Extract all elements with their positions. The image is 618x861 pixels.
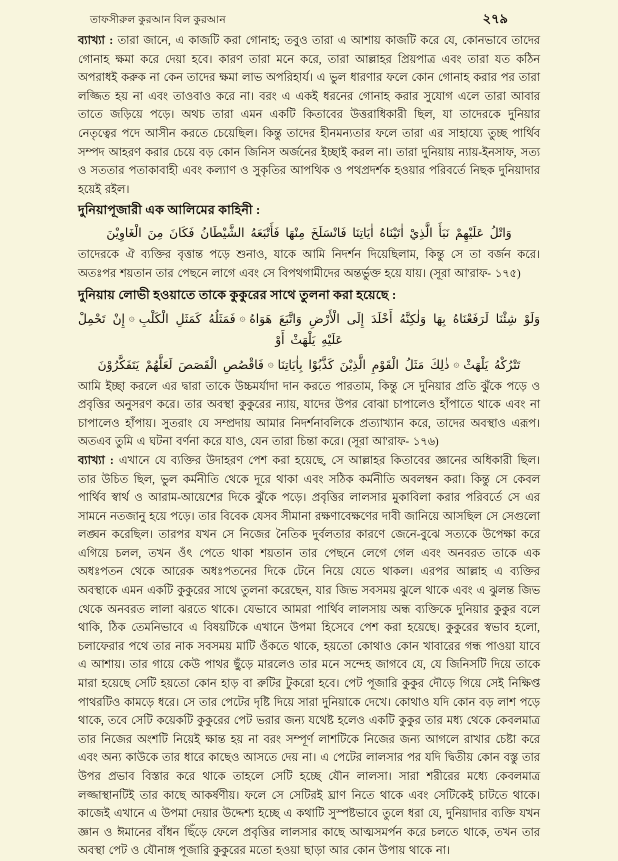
verse-sep-icon: ۞ <box>453 358 460 370</box>
quran-verse-2-line-2 <box>78 354 540 376</box>
verse-2-segment-c: إِنْ تَحْمِلْ عَلَيْهِ يَلْهَثْ أَوْ <box>78 311 343 347</box>
verse-2-reference: (সূরা আ'রাফ- ১৭৬) <box>347 436 439 449</box>
section-heading-1: দুনিয়াপূজারী এক আলিমের কাহিনী : <box>78 203 261 218</box>
quran-verse-2-line-1 <box>78 308 540 351</box>
explanation-label-1: ব্যাখ্যা : <box>78 35 114 47</box>
verse-2-segment-e: ذٰلِكَ مَثَلُ الْقَوْمِ الَّذِيْنَ كَذَّبُوْا بِاٰيَاتِنَا <box>277 357 450 372</box>
verse-2-segment-b: فَمَثَلُهُ كَمَثَلِ الْكَلْبِ <box>138 311 236 326</box>
explanation-text-1: তারা জানে, এ কাজটি করা গোনাহ; তবুও তারা এ আশায় কাজটি করে যে, কোনভাবে তাদের গোনাহ ক্ষমা করে দেয়া হবে। কারণ তারা মনে করে, তারা আল্লাহর প্রিয়পাত্র এবং তারা যত কঠিন অপরাধই করুক না কেন তাদের ক্ষমা লাভ অপরিহার্য। এ ভুল ধারণার ফলে কোন গোনাহ করার পর তারা লজ্জিত হয় না এবং তাওবাও করে না। বরং এ একই ধরনের গোনাহ করার সুযোগ এলে তারা আবার তাতে জড়িয়ে পড়ে। অথচ তারা এমন একটি কিতাবের উত্তরাধিকারী ছিল, যা তাদেরকে দুনিয়ার নেতৃত্বের পদে আসীন করতে চেয়েছিল। কিন্তু তাদের হীনমন্যতার ফলে তারা এর সাহায্যে তুচ্ছ পার্থিব সম্পদ আহরণ করার চেয়ে বড় কোন জিনিস অর্জনের ইচ্ছাই করল না। তারা দুনিয়ায় ন্যায়-ইনসাফ, সত্য ও সততার পতাকাবাহী এবং কল্যাণ ও সুকৃতির আপথিক ও পথপ্রদর্শক হওয়ার পরিবর্তে নিছক দুনিয়াদার হয়েই রইল। <box>78 35 540 196</box>
explanation-label-2: ব্যাখ্যা : <box>78 454 114 467</box>
explanation-paragraph-1 <box>78 32 540 199</box>
verse-2-segment-d: تَتْرُكْهُ يَلْهَثْ <box>463 357 521 372</box>
verse-2-translation: আমি ইচ্ছা করলে এর দ্বারা তাকে উচ্চমর্যাদা দান করতে পারতাম, কিন্তু সে দুনিয়ার প্রতি ঝুঁকে পড়ে ও প্রবৃত্তির অনুসরণ করে। তার অবস্থা কুকুরের ন্যায়, যাদের উপর বোঝা চাপালেও হাঁপাতে থাকে এবং না চাপালেও হাঁপায়। সুতরাং যে সম্প্রদায় আমার নিদর্শনাবলিকে প্রত্যাখ্যান করে, তাদের অবস্থাও এরূপ। অতএব তুমি এ ঘটনা বর্ণনা করে যাও, যেন তারা চিন্তা করে। <box>78 380 540 449</box>
verse-2-segment-a: وَلَوْ شِئْنَا لَرَفَعْنَاهُ بِهَا وَلٰكِنَّهُ أَخْلَدَ إِلَى الْأَرْضِ وَاتَّبَعَ هَوَاهُ <box>249 311 540 326</box>
verse-2-translation-paragraph <box>78 378 540 452</box>
verse-1-translation: তাদেরকে ঐ ব্যক্তির বৃত্তান্ত পড়ে শুনাও, যাকে আমি নিদর্শন দিয়েছিলাম, কিন্তু সে তা বর্জন করে। অতঃপর শয়তান তার পেছনে লাগে এবং সে বিপথগামীদের অন্তর্ভুক্ত হয়ে যায়। <box>78 249 540 280</box>
running-head <box>78 10 540 30</box>
verse-sep-icon: ۞ <box>267 358 274 370</box>
running-head-title: তাফসীরুল কুরআন বিল কুরআন <box>90 15 226 26</box>
section-heading-2: দুনিয়ায় লোভী হওয়াতে তাকে কুকুরের সাথে তুলনা করা হয়েছে : <box>78 287 397 302</box>
verse-1-translation-paragraph <box>78 246 540 283</box>
verse-1-reference: (সূরা আ'রাফ- ১৭৫) <box>429 267 521 280</box>
explanation-text-2: এখানে যে ব্যক্তির উদাহরণ পেশ করা হয়েছে, সে আল্লাহর কিতাবের জ্ঞানের অধিকারী ছিল। তার উচিত ছিল, ভুল কর্মনীতি থেকে দূরে থাকা এবং সঠিক কর্মনীতি অবলম্বন করা। কিন্তু সে কেবল পার্থিব স্বার্থ ও আরাম-আয়েশের দিকে ঝুঁকে পড়ে। প্রবৃত্তির লালসার মুকাবিলা করার পরিবর্তে সে এর সামনে নতজানু হয়ে পড়ে। তার বিবেক যেসব সীমানা রক্ষণাবেক্ষণের দাবী জানিয়ে আসছিল সে সেগুলো লঙ্ঘন করেছিল। তারপর যখন সে নিজের নৈতিক দুর্বলতার কারণে জেনে-বুঝে সত্যকে উপেক্ষা করে এগিয়ে চলল, তখন ওঁৎ পেতে থাকা শয়তান তার পেছনে লেগে গেল এবং অনবরত তাকে এক অধঃপতন থেকে আরেক অধঃপতনের দিকে টেনে নিয়ে যেতে থাকল। এরপর আল্লাহ এ ব্যক্তির অবস্থাকে এমন একটি কুকুরের সাথে তুলনা করেছেন, যার জিভ সবসময় ঝুলে থাকে এবং এ ঝুলন্ত জিভ থেকে অনবরত লালা ঝরতে থাকে। যেভাবে আমরা পার্থিব লালসায় অন্ধ ব্যক্তিকে দুনিয়ার কুকুর বলে থাকি, ঠিক তেমনিভাবে এ বিষয়টিকে এখানে উপমা হিসেবে পেশ করা হয়েছে। কুকুরের স্বভাব হলো, চলাফেরার পথে তার নাক সবসময় মাটি ওঁকতে থাকে, হয়তো কোথাও কোন খাবারের গন্ধ পাওয়া যাবে এ আশায়। তার গায়ে কেউ পাথর ছুঁড়ে মারলেও তার মনে সন্দেহ জাগবে যে, যে জিনিসটি দিয়ে তাকে মারা হয়েছে সেটি হয়তো কোন হাড় বা রুটির টুকরো হবে। পেট পূজারি কুকুর দৌড়ে গিয়ে সেই নিক্ষিপ্ত পাথরটিও কামড়ে ধরে। সে তার পেটের দৃষ্টি দিয়ে সারা দুনিয়াকে দেখে। কোথাও যদি কোন বড় লাশ পড়ে থাকে, তবে সেটি কয়েকটি কুকুরের পেট ভরার জন্য যথেষ্ট হলেও একটি কুকুর তার মধ্য থেকে কেবলমাত্র তার নিজের অংশটি নিয়েই ক্ষান্ত হয় না বরং সম্পূর্ণ লাশটিকে নিজের জন্য আগলে রাখার চেষ্টা করে এবং অন্য কাউকে তার ধারে কাছেও আসতে দেয় না। এ পেটের লালসার পর যদি দ্বিতীয় কোন বস্তু তার উপর প্রভাব বিস্তার করে থাকে তাহলে সেটি হচ্ছে যৌন লালসা। সারা শরীরের মধ্যে কেবলমাত্র লজ্জাস্থানটিই তার কাছে আকর্ষণীয়। ফলে সে সেটিরই ঘ্রাণ নিতে থাকে এবং সেটিকেই চাটতে থাকে। কাজেই এখানে এ উপমা দেয়ার উদ্দেশ্য হচ্ছে এ কথাটি সুস্পষ্টভাবে তুলে ধরা যে, দুনিয়াদার ব্যক্তি যখন জ্ঞান ও ঈমানের বাঁধন ছিঁড়ে ফেলে প্রবৃত্তির লালসার কাছে আত্মসমর্পন করে চলতে থাকে, তখন তার অবস্থা পেট ও যৌনাঙ্গ পূজারি কুকুরের মতো হওয়া ছাড়া আর কোন উপায় থাকে না। <box>78 454 540 858</box>
page-number: ২৭৯ <box>482 11 508 26</box>
quran-verse-1: وَاتْلُ عَلَيْهِمْ نَبَأَ الَّذِيْ اٰتَيْنَاهُ اٰيَاتِنَا فَانْسَلَخَ مِنْهَا فَأَتْبَعَهُ الشَّيْطَانُ فَكَانَ مِنَ الْغَاوِيْنَ <box>106 226 512 241</box>
verse-sep-icon: ۞ <box>128 312 135 324</box>
verse-2-segment-f: فَاقْصُصِ الْقَصَصَ لَعَلَّهُمْ يَتَفَكَّرُوْنَ <box>97 357 264 372</box>
verse-sep-icon: ۞ <box>239 312 246 324</box>
